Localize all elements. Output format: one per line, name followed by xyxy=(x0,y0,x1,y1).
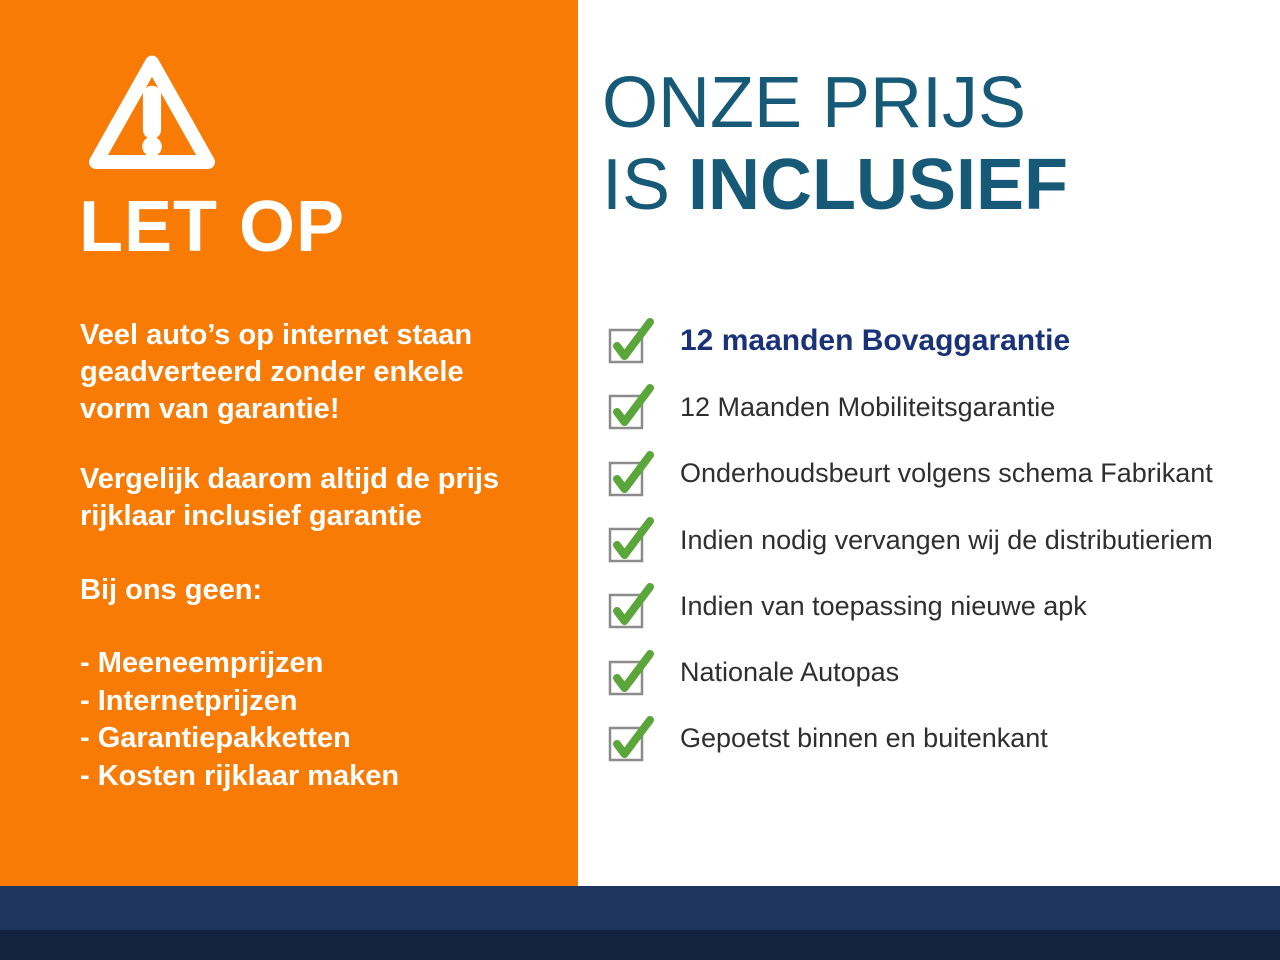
footer-dark-navy-band xyxy=(0,930,1280,960)
checked-checkbox-icon xyxy=(608,715,656,763)
checklist-item-label: 12 Maanden Mobiliteitsgarantie xyxy=(680,391,1056,422)
footer-navy-band xyxy=(0,886,1280,930)
inclusions-checklist xyxy=(608,308,1268,772)
negatives-list-item: - Meeneemprijzen xyxy=(80,647,324,679)
checklist-item xyxy=(608,441,1268,507)
advice-line: Vergelijk daarom altijd de prijs xyxy=(80,463,500,495)
checked-checkbox-icon xyxy=(608,383,656,431)
checklist-item-label: 12 maanden Bovaggarantie xyxy=(680,324,1071,358)
negatives-list-item: - Internetprijzen xyxy=(80,684,298,717)
negatives-subheading: Bij ons geen: xyxy=(80,574,263,606)
page-title-line1: ONZE PRIJS xyxy=(602,63,1027,143)
checked-checkbox-icon xyxy=(608,649,656,697)
checklist-item-label: Nationale Autopas xyxy=(680,657,900,688)
left-panel-title: LET OP xyxy=(79,187,346,267)
price-inclusive-panel xyxy=(578,0,1280,886)
negatives-list xyxy=(80,645,399,795)
checked-checkbox-icon xyxy=(608,582,656,630)
intro-line: geadverteerd zonder enkele xyxy=(80,356,464,388)
warning-triangle-icon xyxy=(82,48,222,178)
intro-line: Veel auto’s op internet staan xyxy=(80,319,473,351)
checklist-item-label: Indien nodig vervangen wij de distributieriem xyxy=(680,524,1213,555)
advice-paragraph xyxy=(80,461,499,535)
negatives-list-item: - Kosten rijklaar maken xyxy=(80,759,400,792)
checklist-item-label: Gepoetst binnen en buitenkant xyxy=(680,723,1048,754)
checklist-item xyxy=(608,706,1268,772)
checked-checkbox-icon xyxy=(608,516,656,564)
page-title-line2-bold: INCLUSIEF xyxy=(688,145,1069,225)
checklist-item xyxy=(608,573,1268,639)
page-title-line2-regular: IS xyxy=(602,145,671,225)
warning-panel xyxy=(0,0,578,886)
checked-checkbox-icon xyxy=(608,317,656,365)
intro-line: vorm van garantie! xyxy=(80,393,340,425)
checklist-item xyxy=(608,374,1268,440)
checklist-item-label: Onderhoudsbeurt volgens schema Fabrikant xyxy=(680,458,1213,489)
checked-checkbox-icon xyxy=(608,450,656,498)
advice-line: rijklaar inclusief garantie xyxy=(80,500,422,532)
page-title-line2 xyxy=(602,144,1068,226)
checklist-item xyxy=(608,308,1268,374)
negatives-list-item: - Garantiepakketten xyxy=(80,722,351,754)
checklist-item-label: Indien van toepassing nieuwe apk xyxy=(680,590,1087,621)
checklist-item xyxy=(608,507,1268,573)
intro-paragraph xyxy=(80,317,472,428)
page-title xyxy=(602,62,1068,226)
checklist-item xyxy=(608,639,1268,705)
